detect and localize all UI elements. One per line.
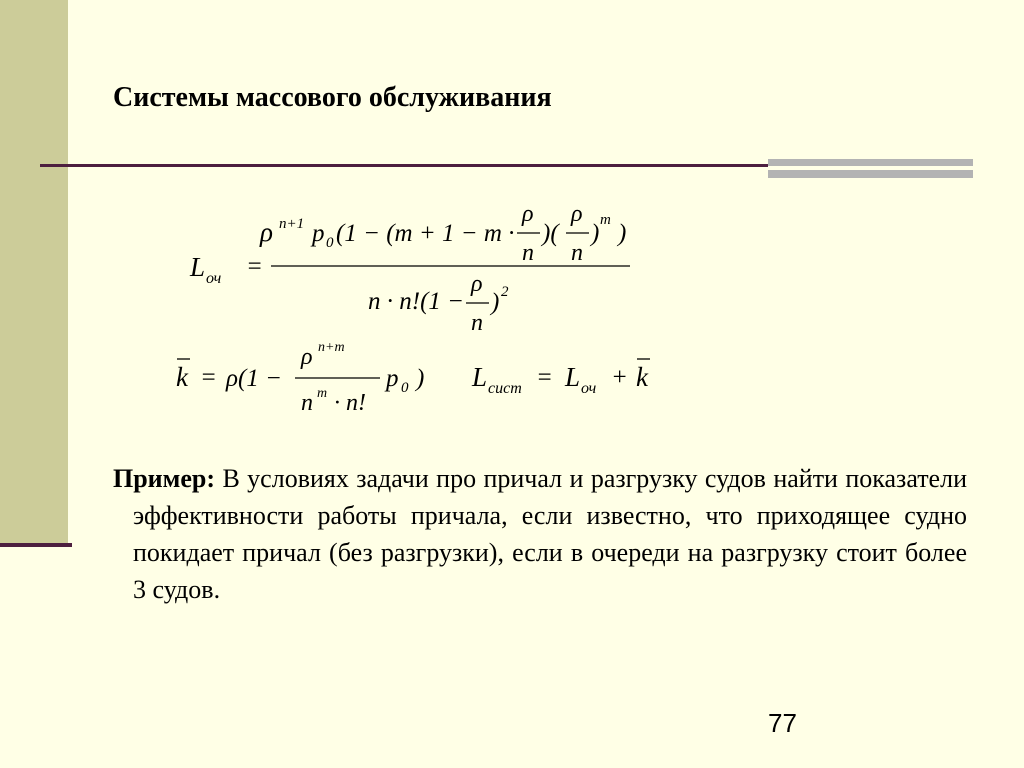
f1-num-frac-bot: n — [522, 240, 534, 266]
k-frac-bot-tail: · n! — [334, 390, 366, 416]
f1-num-sup-m: m — [600, 212, 611, 228]
k-frac-top: ρ — [301, 344, 313, 370]
lsys-equals: = — [536, 364, 553, 391]
lsys-k: k — [636, 362, 648, 392]
k-frac-bot-sup: m — [317, 386, 328, 401]
f1-den-frac-top: ρ — [471, 271, 483, 297]
f1-equals: = — [246, 253, 263, 280]
f1-den-frac-bot: n — [471, 310, 483, 336]
decorative-bar-bottom — [768, 170, 973, 178]
f1-den-sup: 2 — [501, 284, 509, 300]
f1-num-frac-top: ρ — [522, 201, 534, 227]
f1-den-close: ) — [491, 289, 500, 316]
sidebar-divider — [0, 543, 72, 547]
f1-num-rho: ρ — [260, 217, 273, 247]
decorative-bar-top — [768, 159, 973, 166]
lsys-lhs: L — [472, 362, 488, 392]
f1-num-p: p — [312, 220, 325, 247]
f1-lhs-sub: оч — [206, 270, 222, 287]
lsys-plus: + — [611, 364, 628, 391]
f1-num-p-sub: 0 — [326, 235, 334, 251]
k-lhs: k — [176, 362, 188, 392]
page-number: 77 — [768, 708, 797, 738]
k-rho: ρ(1 − — [226, 365, 282, 392]
formula-block — [168, 188, 688, 438]
k-p: p — [386, 365, 399, 392]
example-paragraph — [113, 460, 967, 608]
f1-num-end: ) — [618, 220, 627, 247]
example-text: В условиях задачи про причал и разгрузку судов найти показатели эффективности работы причала, если известно, что приходящее судно покидает причал (без разгрузки), если в очереди на разгрузку стоит более 3 судов. — [133, 464, 967, 604]
title-divider — [40, 164, 768, 167]
lsys-L: L — [565, 362, 581, 392]
k-close: ) — [416, 365, 425, 392]
f1-lhs: L — [190, 252, 206, 282]
f1-num-close: ) — [591, 220, 600, 247]
lsys-L-sub: оч — [581, 380, 597, 397]
lsys-lhs-sub: сист — [488, 380, 522, 397]
left-sidebar-band — [0, 0, 68, 543]
f1-num-body: (1 − (m + 1 − m · — [336, 220, 515, 247]
f1-num-frac2-bot: n — [571, 240, 583, 266]
f1-den-left: n · n!(1 − — [368, 288, 465, 315]
f1-num-rho-sup: n+1 — [279, 216, 305, 232]
k-frac-top-sup: n+m — [318, 340, 345, 355]
k-frac-bot: n — [301, 390, 313, 416]
k-equals: = — [200, 364, 217, 391]
slide-title: Системы массового обслуживания — [113, 82, 552, 113]
f1-num-mid: )( — [542, 220, 559, 247]
k-p-sub: 0 — [401, 380, 409, 396]
f1-num-frac2-top: ρ — [571, 201, 583, 227]
example-label: Пример: — [113, 464, 216, 493]
